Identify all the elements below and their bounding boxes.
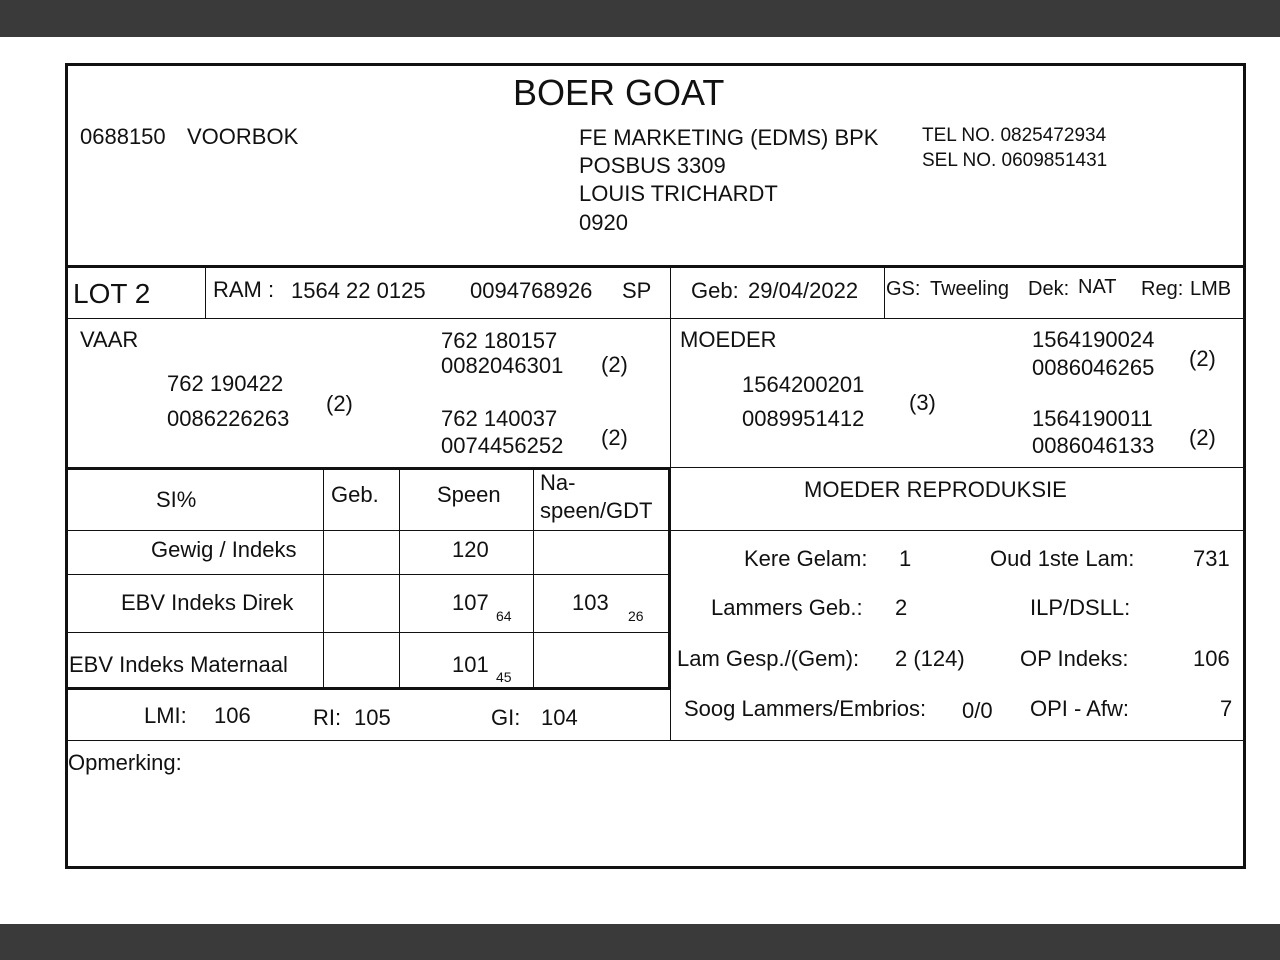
seller-code: 0688150 bbox=[80, 124, 166, 149]
dam-sire-reg: 0086046265 bbox=[1032, 355, 1155, 380]
sire-count: (2) bbox=[326, 391, 353, 416]
dam-sire-id: 1564190024 bbox=[1032, 327, 1155, 352]
dek-value: NAT bbox=[1078, 276, 1117, 298]
dam-count: (3) bbox=[909, 390, 936, 415]
repro-title: MOEDER REPRODUKSIE bbox=[804, 477, 1067, 502]
lot-divider-3 bbox=[884, 267, 885, 318]
dam-dam-id: 1564190011 bbox=[1032, 406, 1153, 431]
top-dark-band bbox=[0, 0, 1280, 37]
repro-value: 0/0 bbox=[962, 698, 993, 723]
remarks-label: Opmerking: bbox=[68, 750, 182, 775]
lot-number: LOT 2 bbox=[73, 278, 151, 309]
sire-sire-count: (2) bbox=[601, 352, 628, 377]
si-row-line-2 bbox=[67, 574, 669, 575]
row-label: EBV Indeks Direk bbox=[121, 590, 294, 615]
sire-id: 762 190422 bbox=[167, 371, 284, 396]
si-heading: SI% bbox=[156, 487, 197, 512]
row-label: Gewig / Indeks bbox=[151, 537, 297, 562]
frame-top bbox=[65, 63, 1246, 66]
sire-reg: 0086226263 bbox=[167, 406, 290, 431]
speen-accuracy: 64 bbox=[496, 608, 512, 624]
repro-label: OPI - Afw: bbox=[1030, 696, 1130, 721]
si-row-line-3 bbox=[67, 632, 669, 633]
agent-tel: TEL NO. 0825472934 bbox=[922, 125, 1107, 146]
sire-sire-id: 762 180157 bbox=[441, 328, 558, 353]
ram-reg: 0094768926 bbox=[470, 278, 593, 303]
si-table-bottom bbox=[65, 687, 671, 690]
repro-label: Soog Lammers/Embrios: bbox=[684, 696, 927, 721]
sire-dam-reg: 0074456252 bbox=[441, 433, 564, 458]
naspeen-accuracy: 26 bbox=[628, 608, 644, 624]
lmi-label: LMI: bbox=[144, 703, 187, 728]
dam-dam-count: (2) bbox=[1189, 425, 1216, 450]
si-col-naspeen-1: Na- bbox=[540, 470, 576, 495]
ram-suffix: SP bbox=[622, 278, 652, 303]
repro-label: OP Indeks: bbox=[1020, 646, 1129, 671]
lot-divider-2 bbox=[670, 267, 671, 318]
speen-value: 107 bbox=[452, 590, 489, 615]
reg-value: LMB bbox=[1190, 278, 1232, 300]
frame-bottom bbox=[65, 866, 1246, 869]
birth-date: 29/04/2022 bbox=[748, 278, 859, 303]
speen-value: 120 bbox=[452, 537, 489, 562]
ram-label: RAM : bbox=[213, 277, 275, 302]
repro-value: 106 bbox=[1193, 646, 1230, 671]
naspeen-value: 103 bbox=[572, 590, 609, 615]
birth-label: Geb: bbox=[691, 278, 739, 303]
ram-id: 1564 22 0125 bbox=[291, 278, 426, 303]
si-table-top bbox=[65, 467, 671, 470]
remarks-top-line bbox=[67, 740, 1244, 741]
sire-heading: VAAR bbox=[80, 327, 139, 352]
repro-top-line bbox=[670, 467, 1245, 468]
si-col-line-1 bbox=[323, 470, 324, 688]
ri-label: RI: bbox=[313, 705, 342, 730]
agent-box: POSBUS 3309 bbox=[579, 153, 726, 178]
si-col-speen: Speen bbox=[437, 482, 501, 507]
dam-sire-count: (2) bbox=[1189, 346, 1216, 371]
agent-postcode: 0920 bbox=[579, 210, 628, 235]
seller-name: VOORBOK bbox=[187, 124, 299, 149]
si-col-geb: Geb. bbox=[331, 482, 379, 507]
dam-heading: MOEDER bbox=[680, 327, 777, 352]
repro-value: 7 bbox=[1220, 696, 1233, 721]
frame-right bbox=[1243, 63, 1246, 869]
si-col-naspeen-2: speen/GDT bbox=[540, 498, 653, 523]
gs-value: Tweeling bbox=[930, 278, 1009, 300]
dam-reg: 0089951412 bbox=[742, 406, 865, 431]
si-row-line-1 bbox=[67, 530, 669, 531]
si-col-line-3 bbox=[533, 470, 534, 688]
repro-value: 731 bbox=[1193, 546, 1230, 571]
dam-dam-reg: 0086046133 bbox=[1032, 433, 1155, 458]
agent-sel: SEL NO. 0609851431 bbox=[922, 150, 1108, 171]
sire-dam-count: (2) bbox=[601, 425, 628, 450]
gi-label: GI: bbox=[491, 705, 521, 730]
lot-row-bottom-line bbox=[65, 318, 1245, 319]
ri-value: 105 bbox=[354, 705, 391, 730]
speen-accuracy: 45 bbox=[496, 669, 512, 685]
row-label: EBV Indeks Maternaal bbox=[69, 652, 288, 677]
lmi-value: 106 bbox=[214, 703, 251, 728]
page-title: BOER GOAT bbox=[513, 72, 725, 113]
repro-label: Lammers Geb.: bbox=[711, 595, 863, 620]
gi-value: 104 bbox=[541, 705, 578, 730]
si-col-line-2 bbox=[399, 470, 400, 688]
speen-value: 101 bbox=[452, 652, 489, 677]
agent-town: LOUIS TRICHARDT bbox=[579, 181, 778, 206]
sire-dam-id: 762 140037 bbox=[441, 406, 558, 431]
repro-value: 2 bbox=[895, 595, 908, 620]
repro-value: 1 bbox=[899, 546, 912, 571]
sire-sire-reg: 0082046301 bbox=[441, 353, 564, 378]
repro-label: ILP/DSLL: bbox=[1030, 595, 1131, 620]
gs-label: GS: bbox=[886, 278, 921, 300]
repro-value: 2 (124) bbox=[895, 646, 965, 671]
bottom-dark-band bbox=[0, 924, 1280, 960]
lot-divider-1 bbox=[205, 267, 206, 318]
agent-name: FE MARKETING (EDMS) BPK bbox=[579, 125, 879, 150]
repro-label: Oud 1ste Lam: bbox=[990, 546, 1135, 571]
frame-left bbox=[65, 63, 68, 869]
si-table-right bbox=[668, 467, 671, 690]
dek-label: Dek: bbox=[1028, 278, 1070, 300]
reg-label: Reg: bbox=[1141, 278, 1184, 300]
dam-id: 1564200201 bbox=[742, 372, 865, 397]
repro-label: Kere Gelam: bbox=[744, 546, 868, 571]
repro-heading-line bbox=[670, 530, 1245, 531]
repro-label: Lam Gesp./(Gem): bbox=[677, 646, 860, 671]
lot-row-top-line bbox=[65, 265, 1246, 268]
